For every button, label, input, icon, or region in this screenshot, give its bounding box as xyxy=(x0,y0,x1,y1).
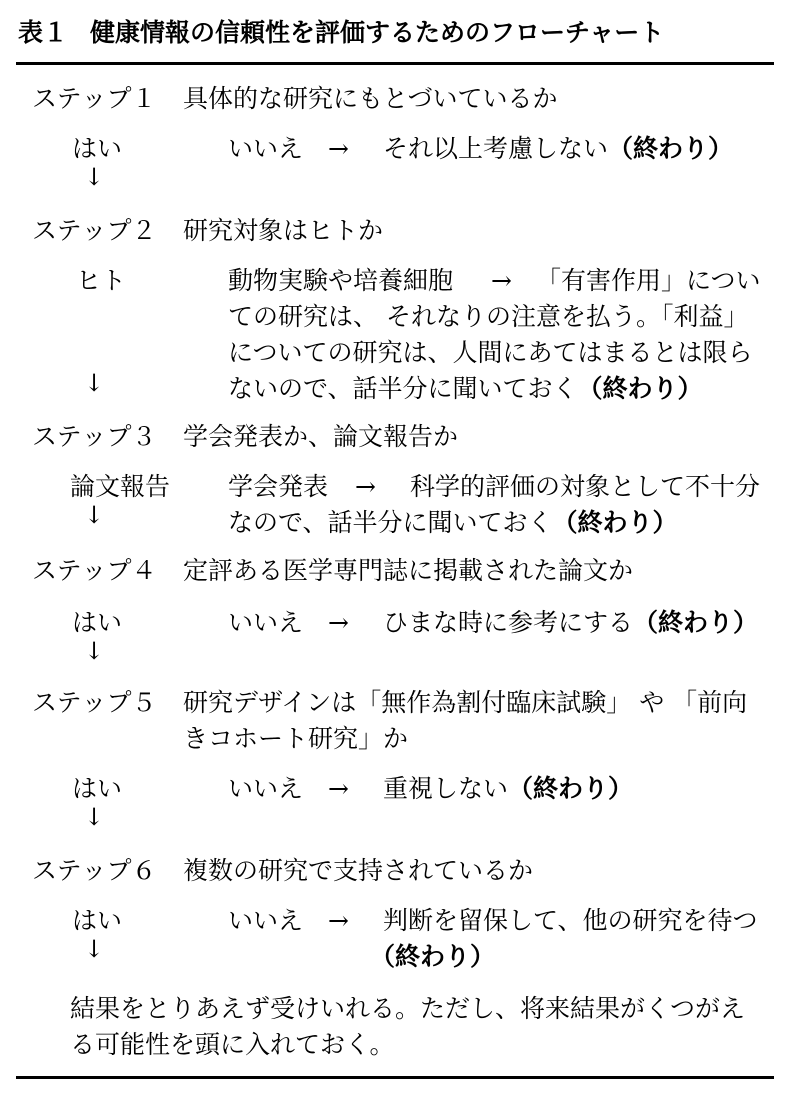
step6-no: いいえ xyxy=(228,906,304,935)
step2-result-line4: ないので、話半分に聞いておく（終わり） xyxy=(228,374,703,403)
conclusion-line1: 結果をとりあえず受けいれる。ただし、将来結果がくつがえ xyxy=(70,994,746,1023)
end-marker: （終わり） xyxy=(577,374,703,403)
step5-question-line1: 研究デザインは「無作為割付臨床試験」 や 「前向 xyxy=(183,688,748,717)
step5-label: ステップ５ xyxy=(32,688,157,717)
top-rule xyxy=(16,62,774,65)
step5-down-arrow-icon: ↓ xyxy=(84,803,105,831)
step2-down-arrow-icon: ↓ xyxy=(84,369,105,397)
step5-no: いいえ xyxy=(228,774,304,803)
step1-no: いいえ xyxy=(228,134,304,163)
step4-label: ステップ４ xyxy=(32,556,157,585)
step5-question-line2: きコホート研究」か xyxy=(183,724,409,753)
step6-label: ステップ６ xyxy=(32,856,157,885)
step3-yes: 論文報告 xyxy=(70,472,171,501)
step2-result-line1: 「有害作用」につい xyxy=(536,266,761,295)
step6-no-result: 判断を留保して、他の研究を待つ xyxy=(383,906,758,935)
step1-yes: はい xyxy=(72,134,123,163)
step5-yes: はい xyxy=(72,774,123,803)
step4-down-arrow-icon: ↓ xyxy=(84,637,105,665)
step5-no-result: 重視しない（終わり） xyxy=(383,774,634,803)
step4-right-arrow-icon: → xyxy=(328,608,349,637)
step3-result-line2: なので、話半分に聞いておく（終わり） xyxy=(228,508,678,537)
step3-result-line1: 科学的評価の対象として不十分 xyxy=(410,472,761,501)
step5-right-arrow-icon: → xyxy=(328,774,349,803)
conclusion-line2: る可能性を頭に入れておく。 xyxy=(70,1030,395,1059)
step4-no: いいえ xyxy=(228,608,304,637)
step3-label: ステップ３ xyxy=(32,422,157,451)
step2-question: 研究対象はヒトか xyxy=(183,216,384,245)
step2-result-line3: についての研究は、人間にあてはまるとは限ら xyxy=(228,338,753,367)
step2-no: 動物実験や培養細胞 xyxy=(228,266,454,295)
bottom-rule xyxy=(16,1076,774,1079)
end-marker: （終わり） xyxy=(608,134,734,163)
step1-down-arrow-icon: ↓ xyxy=(84,163,105,191)
step3-no: 学会発表 xyxy=(228,472,329,501)
step6-question: 複数の研究で支持されているか xyxy=(183,856,534,885)
table-title-text: 健康情報の信頼性を評価するためのフローチャート xyxy=(90,18,665,47)
step1-right-arrow-icon: → xyxy=(328,134,349,163)
end-marker: （終わり） xyxy=(508,774,634,803)
step1-question: 具体的な研究にもとづいているか xyxy=(183,84,558,113)
table-label: 表１ xyxy=(18,18,69,47)
step3-down-arrow-icon: ↓ xyxy=(84,501,105,529)
step6-yes: はい xyxy=(72,906,123,935)
step6-end-marker: （終わり） xyxy=(370,942,496,971)
step2-result-line2: ての研究は、 それなりの注意を払う。「利益」 xyxy=(228,302,749,331)
step6-right-arrow-icon: → xyxy=(328,906,349,935)
step4-question: 定評ある医学専門誌に掲載された論文か xyxy=(183,556,634,585)
step2-yes: ヒト xyxy=(76,266,127,295)
step6-down-arrow-icon: ↓ xyxy=(84,935,105,963)
end-marker: （終わり） xyxy=(633,608,759,637)
step1-no-result: それ以上考慮しない（終わり） xyxy=(383,134,734,163)
end-marker: （終わり） xyxy=(552,508,678,537)
step3-question: 学会発表か、論文報告か xyxy=(183,422,459,451)
step2-right-arrow-icon: → xyxy=(491,266,512,295)
step4-no-result: ひまな時に参考にする（終わり） xyxy=(383,608,759,637)
step3-right-arrow-icon: → xyxy=(355,472,376,501)
table-title xyxy=(18,16,664,50)
step1-label: ステップ１ xyxy=(32,84,157,113)
step2-label: ステップ２ xyxy=(32,216,157,245)
step4-yes: はい xyxy=(72,608,123,637)
